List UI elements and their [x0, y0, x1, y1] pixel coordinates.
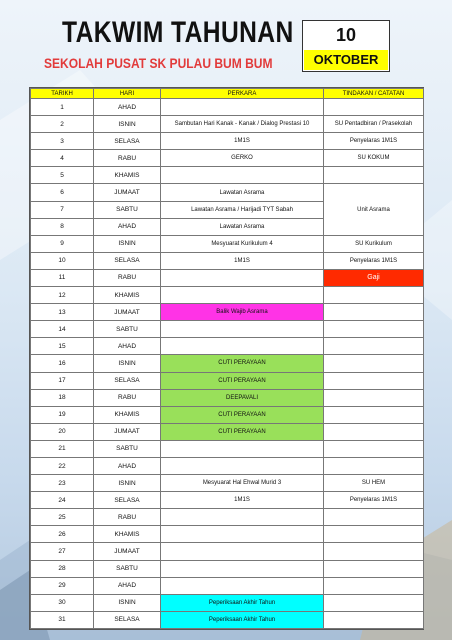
- cell-tarikh: 8: [31, 218, 94, 235]
- cell-tarikh: 9: [31, 235, 94, 252]
- cell-tindakan: [324, 287, 424, 304]
- cell-tarikh: 21: [31, 440, 94, 457]
- cell-tarikh: 12: [31, 287, 94, 304]
- calendar-table: [30, 88, 424, 629]
- cell-tarikh: 23: [31, 475, 94, 492]
- cell-tindakan: [324, 560, 424, 577]
- table-row: [31, 355, 424, 372]
- cell-perkara: CUTI PERAYAAN: [161, 372, 324, 389]
- school-name: SEKOLAH PUSAT SK PULAU BUM BUM: [44, 55, 273, 71]
- cell-perkara: Sambutan Hari Kanak - Kanak / Dialog Prestasi 10: [161, 116, 324, 133]
- cell-tarikh: 26: [31, 526, 94, 543]
- cell-tarikh: 22: [31, 457, 94, 474]
- cell-perkara: 1M1S: [161, 492, 324, 509]
- cell-tarikh: 14: [31, 321, 94, 338]
- table-row: [31, 577, 424, 594]
- cell-hari: RABU: [94, 509, 161, 526]
- table-row: [31, 594, 424, 611]
- cell-perkara: [161, 543, 324, 560]
- cell-perkara: [161, 99, 324, 116]
- cell-perkara: [161, 338, 324, 355]
- page-title: TAKWIM TAHUNAN: [62, 16, 294, 49]
- table-row: [31, 235, 424, 252]
- cell-tarikh: 7: [31, 201, 94, 218]
- cell-hari: AHAD: [94, 457, 161, 474]
- cell-hari: ISNIN: [94, 116, 161, 133]
- column-header-tindakan: TINDAKAN / CATATAN: [324, 89, 424, 99]
- calendar-table-wrapper: [29, 87, 424, 630]
- cell-tarikh: 20: [31, 423, 94, 440]
- cell-perkara: Peperiksaan Akhir Tahun: [161, 611, 324, 628]
- cell-hari: AHAD: [94, 577, 161, 594]
- cell-hari: KHAMIS: [94, 526, 161, 543]
- cell-tindakan: [324, 355, 424, 372]
- cell-hari: AHAD: [94, 99, 161, 116]
- cell-tindakan: [324, 389, 424, 406]
- cell-tarikh: 15: [31, 338, 94, 355]
- cell-perkara: [161, 509, 324, 526]
- table-row: [31, 99, 424, 116]
- cell-hari: SABTU: [94, 321, 161, 338]
- cell-tarikh: 13: [31, 304, 94, 321]
- cell-perkara: CUTI PERAYAAN: [161, 406, 324, 423]
- cell-tarikh: 17: [31, 372, 94, 389]
- date-box: [302, 20, 390, 72]
- cell-tindakan: [324, 304, 424, 321]
- cell-tarikh: 1: [31, 99, 94, 116]
- cell-hari: SELASA: [94, 492, 161, 509]
- cell-tindakan: SU Pentadbiran / Prasekolah: [324, 116, 424, 133]
- cell-perkara: [161, 560, 324, 577]
- table-row: [31, 150, 424, 167]
- cell-tarikh: 10: [31, 252, 94, 269]
- cell-tindakan: SU Kurikulum: [324, 235, 424, 252]
- cell-tarikh: 27: [31, 543, 94, 560]
- table-row: [31, 457, 424, 474]
- cell-tarikh: 4: [31, 150, 94, 167]
- cell-hari: JUMAAT: [94, 184, 161, 201]
- cell-hari: JUMAAT: [94, 304, 161, 321]
- table-row: [31, 423, 424, 440]
- cell-hari: SELASA: [94, 372, 161, 389]
- cell-hari: SABTU: [94, 440, 161, 457]
- cell-tarikh: 11: [31, 269, 94, 286]
- cell-tindakan: Gaji: [324, 269, 424, 286]
- column-header-hari: HARI: [94, 89, 161, 99]
- cell-tarikh: 30: [31, 594, 94, 611]
- cell-tarikh: 28: [31, 560, 94, 577]
- cell-tindakan: SU HEM: [324, 475, 424, 492]
- table-row: [31, 492, 424, 509]
- cell-tindakan: [324, 423, 424, 440]
- cell-tarikh: 31: [31, 611, 94, 628]
- cell-perkara: Lawatan Asrama: [161, 218, 324, 235]
- table-row: [31, 440, 424, 457]
- cell-tindakan: Unit Asrama: [324, 184, 424, 235]
- cell-perkara: CUTI PERAYAAN: [161, 355, 324, 372]
- table-header-row: [31, 89, 424, 99]
- table-row: [31, 543, 424, 560]
- cell-perkara: [161, 526, 324, 543]
- table-row: [31, 406, 424, 423]
- cell-tarikh: 2: [31, 116, 94, 133]
- table-row: [31, 133, 424, 150]
- cell-tindakan: [324, 594, 424, 611]
- column-header-tarikh: TARIKH: [31, 89, 94, 99]
- cell-tindakan: [324, 509, 424, 526]
- cell-tindakan: [324, 543, 424, 560]
- table-row: [31, 116, 424, 133]
- cell-perkara: GERKO: [161, 150, 324, 167]
- cell-tindakan: [324, 457, 424, 474]
- cell-hari: SABTU: [94, 560, 161, 577]
- table-body: [31, 99, 424, 629]
- page-header: [0, 0, 452, 85]
- table-row: [31, 184, 424, 201]
- table-row: [31, 252, 424, 269]
- cell-tarikh: 29: [31, 577, 94, 594]
- cell-perkara: 1M1S: [161, 133, 324, 150]
- cell-perkara: [161, 287, 324, 304]
- cell-tindakan: [324, 167, 424, 184]
- cell-hari: KHAMIS: [94, 167, 161, 184]
- table-row: [31, 304, 424, 321]
- cell-tarikh: 19: [31, 406, 94, 423]
- table-row: [31, 560, 424, 577]
- cell-perkara: Peperiksaan Akhir Tahun: [161, 594, 324, 611]
- cell-tindakan: [324, 526, 424, 543]
- cell-perkara: [161, 167, 324, 184]
- cell-tindakan: Penyelaras 1M1S: [324, 252, 424, 269]
- cell-hari: AHAD: [94, 218, 161, 235]
- cell-perkara: Mesyuarat Kurikulum 4: [161, 235, 324, 252]
- table-row: [31, 338, 424, 355]
- cell-tarikh: 18: [31, 389, 94, 406]
- cell-hari: ISNIN: [94, 355, 161, 372]
- table-row: [31, 475, 424, 492]
- cell-tindakan: Penyelaras 1M1S: [324, 133, 424, 150]
- table-row: [31, 287, 424, 304]
- cell-hari: SELASA: [94, 133, 161, 150]
- cell-tindakan: [324, 338, 424, 355]
- cell-perkara: [161, 577, 324, 594]
- cell-tindakan: Penyelaras 1M1S: [324, 492, 424, 509]
- cell-tindakan: SU KOKUM: [324, 150, 424, 167]
- cell-perkara: [161, 269, 324, 286]
- cell-tindakan: [324, 611, 424, 628]
- cell-tindakan: [324, 372, 424, 389]
- cell-perkara: [161, 440, 324, 457]
- cell-tarikh: 16: [31, 355, 94, 372]
- table-row: [31, 269, 424, 286]
- cell-tindakan: [324, 440, 424, 457]
- table-row: [31, 526, 424, 543]
- cell-hari: KHAMIS: [94, 406, 161, 423]
- table-row: [31, 389, 424, 406]
- cell-hari: RABU: [94, 389, 161, 406]
- cell-hari: RABU: [94, 150, 161, 167]
- table-row: [31, 372, 424, 389]
- cell-hari: SELASA: [94, 611, 161, 628]
- cell-hari: JUMAAT: [94, 543, 161, 560]
- column-header-perkara: PERKARA: [161, 89, 324, 99]
- cell-perkara: Mesyuarat Hal Ehwal Murid 3: [161, 475, 324, 492]
- cell-tindakan: [324, 406, 424, 423]
- cell-tindakan: [324, 321, 424, 338]
- cell-tarikh: 6: [31, 184, 94, 201]
- table-row: [31, 611, 424, 628]
- cell-tarikh: 24: [31, 492, 94, 509]
- cell-tarikh: 3: [31, 133, 94, 150]
- date-day: 10: [335, 25, 357, 45]
- cell-perkara: Lawatan Asrama / Harijadi TYT Sabah: [161, 201, 324, 218]
- cell-hari: AHAD: [94, 338, 161, 355]
- cell-tindakan: [324, 99, 424, 116]
- cell-perkara: DEEPAVALI: [161, 389, 324, 406]
- cell-perkara: [161, 321, 324, 338]
- cell-hari: ISNIN: [94, 235, 161, 252]
- table-row: [31, 509, 424, 526]
- cell-tarikh: 5: [31, 167, 94, 184]
- table-row: [31, 321, 424, 338]
- cell-perkara: Balik Wajib Asrama: [161, 304, 324, 321]
- cell-hari: SELASA: [94, 252, 161, 269]
- cell-perkara: [161, 457, 324, 474]
- cell-hari: ISNIN: [94, 594, 161, 611]
- cell-perkara: Lawatan Asrama: [161, 184, 324, 201]
- cell-hari: JUMAAT: [94, 423, 161, 440]
- cell-tarikh: 25: [31, 509, 94, 526]
- cell-perkara: 1M1S: [161, 252, 324, 269]
- date-month: OKTOBER: [304, 50, 388, 70]
- cell-hari: RABU: [94, 269, 161, 286]
- cell-perkara: CUTI PERAYAAN: [161, 423, 324, 440]
- cell-hari: KHAMIS: [94, 287, 161, 304]
- cell-tindakan: [324, 577, 424, 594]
- cell-hari: SABTU: [94, 201, 161, 218]
- cell-hari: ISNIN: [94, 475, 161, 492]
- table-row: [31, 167, 424, 184]
